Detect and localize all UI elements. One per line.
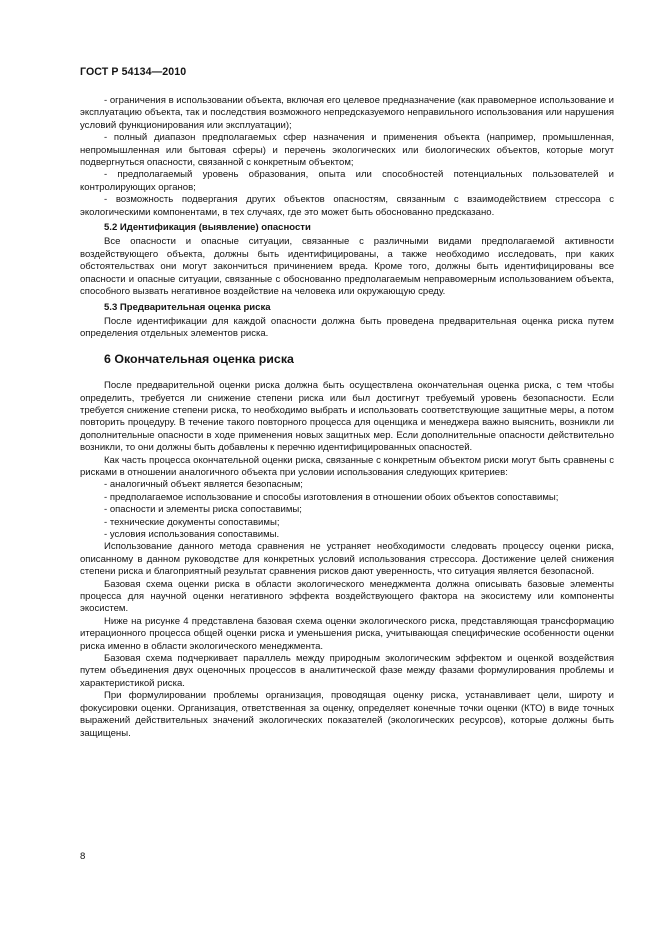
list-item: - технические документы сопоставимы; bbox=[104, 516, 280, 528]
paragraph: - предполагаемый уровень образования, опыта или способностей потенциальных пользователей и контролирующих органов; bbox=[80, 169, 614, 193]
document-header-id: ГОСТ Р 54134—2010 bbox=[80, 66, 187, 78]
list-item: - предполагаемое использование и способы изготовления в отношении обоих объектов сопоставимы; bbox=[104, 491, 559, 503]
paragraph: Базовая схема подчеркивает параллель между природным экологическим эффектом и оценкой воздействия путем объединения двух оценочных процессов в аналитической фазе между фазами формулирования проблемы и характеристикой риска. bbox=[80, 653, 614, 689]
paragraph: Все опасности и опасные ситуации, связанные с различными видами предполагаемой активности воздействующего объекта, должны быть идентифицированы, а также необходимо исследовать, при каких обстоятельствах они могут закончиться причинением вреда. Кроме того, должны быть идентифицированы все опасности и опасные ситуации, связанные с обоснованно предполагаемым неправомерным использованием объекта, способного вызвать негативное воздействие на человека или окружающую среду. bbox=[80, 236, 614, 298]
paragraph: Как часть процесса окончательной оценки риска, связанные с конкретным объектом риски могут быть сравнены с рисками в отношении аналогичного объекта при условии использования следующих критериев: bbox=[80, 454, 614, 478]
section-heading-6: 6 Окончательная оценка риска bbox=[104, 351, 294, 366]
paragraph: - полный диапазон предполагаемых сфер назначения и применения объекта (например, промышленная, непромышленная или бытовая сферы) и перечень экологических или биологических объектов, которые могут подвергнуться опасности, связанной с конкретным объектом; bbox=[80, 132, 614, 169]
list-item: - аналогичный объект является безопасным; bbox=[104, 479, 303, 491]
paragraph: После идентификации для каждой опасности должна быть проведена предварительная оценка риска путем определения отдельных элементов риска. bbox=[80, 315, 614, 340]
paragraph: Ниже на рисунке 4 представлена базовая схема оценки экологического риска, представляющая трансформацию итерационного процесса общей оценки риска и уменьшения риска, учитывающая специфические особенности оценки риска именно в области экологического менеджмента. bbox=[80, 615, 614, 652]
list-item: - опасности и элементы риска сопоставимы; bbox=[104, 504, 302, 516]
paragraph: Использование данного метода сравнения не устраняет необходимости следовать процессу оценки риска, описанному в данном руководстве для конкретных условий использования стрессора. Достижение целей снижения степени риска и благоприятный результат сравнения рисков дают уверенность, что ситуация является безопасной. bbox=[80, 541, 614, 578]
paragraph: Базовая схема оценки риска в области экологического менеджмента должна описывать базовые элементы процесса для научной оценки негативного эффекта воздействующего фактора на экосистему или компоненты экосистем. bbox=[80, 578, 614, 615]
document-body bbox=[80, 95, 614, 740]
list-item: - условия использования сопоставимы. bbox=[104, 529, 280, 540]
subsection-heading-5-2: 5.2 Идентификация (выявление) опасности bbox=[104, 222, 311, 234]
paragraph: - ограничения в использовании объекта, включая его целевое предназначение (как правомерное использование и эксплуатацию объекта, так и последствия возможного непредсказуемого неправильного использования или нарушения условий функционирования или эксплуатации); bbox=[80, 95, 614, 131]
subsection-heading-5-3: 5.3 Предварительная оценка риска bbox=[104, 301, 271, 313]
paragraph: При формулировании проблемы организация, проводящая оценку риска, устанавливает цели, широту и фокусировки оценки. Организация, ответственная за оценку, определяет конечные точки оценки (КТО) в виде точных выражений действительных значений экологических показателей (экологических ресурсов), которые должны быть защищены. bbox=[80, 690, 614, 739]
paragraph: После предварительной оценки риска должна быть осуществлена окончательная оценка риска, с тем чтобы определить, требуется ли снижение степени риска или был достигнут требуемый уровень безопасности. Если требуется снижение степени риска, то необходимо выбрать и использовать соответствующие защитные меры, а потом повторить процедуру. В течение такого повторного процесса для оценщика и менеджера важно выяснить, возникли ли дополнительные опасности в ходе применения новых защитных мер. Если дополнительные опасности действительно возникли, то они должны быть добавлены к перечню идентифицированных опасностей. bbox=[80, 380, 614, 454]
page-number: 8 bbox=[80, 851, 86, 862]
paragraph: - возможность подвергания других объектов опасностям, связанным с взаимодействием стрессора с экологическими компонентами, в тех случаях, где это может быть обоснованно предсказано. bbox=[80, 194, 614, 218]
